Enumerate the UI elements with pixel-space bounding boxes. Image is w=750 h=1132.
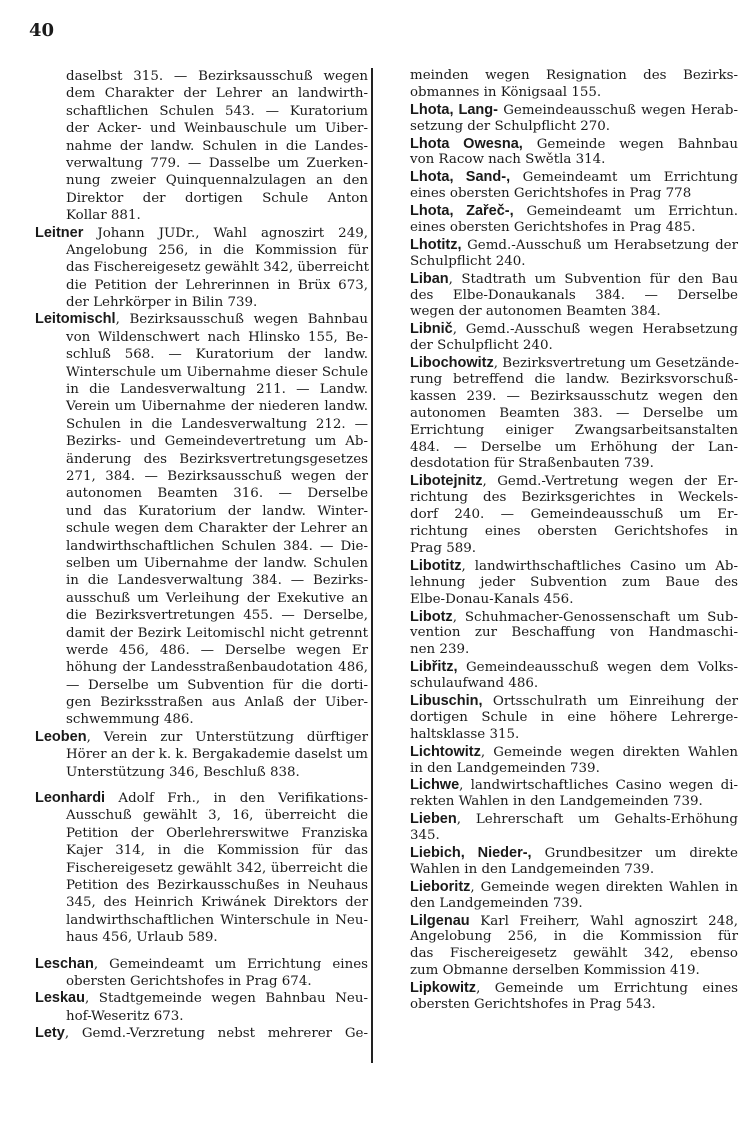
entry-headword: Leskau — [35, 990, 85, 1007]
entry-line — [378, 254, 738, 271]
entry-line — [378, 777, 738, 794]
entry-text: setzung der Schulpflicht 270. — [410, 118, 611, 134]
entry-line — [35, 485, 368, 502]
entry-line — [378, 609, 738, 626]
entry-line — [35, 538, 368, 555]
entry-text: von Racow nach Swětla 314. — [410, 152, 606, 168]
entry-line — [378, 997, 738, 1014]
entry-text: schulaufwand 486. — [410, 676, 539, 692]
entry-line — [378, 744, 738, 761]
entry-text: dem Charakter der Lehrer an landwirth- — [66, 86, 368, 102]
entry-line — [35, 625, 368, 642]
entry-line — [35, 912, 368, 929]
entry-text: richtung des Bezirksgerichtes in Weckels- — [410, 490, 738, 506]
entry-headword: Leitomischl — [35, 311, 116, 328]
entry-line — [35, 398, 368, 415]
entry-line — [378, 406, 738, 423]
entry-line — [35, 1025, 368, 1042]
entry-line — [35, 242, 368, 259]
entry-line — [378, 288, 738, 305]
entry-text: wegen der autonomen Beamten 384. — [410, 304, 661, 320]
entry-text: Winterschule um Uibernahme dieser Schule — [66, 364, 368, 380]
entry-line — [35, 956, 368, 973]
entry-text: Gemeindeamt um Errichtung — [510, 170, 738, 186]
entry-text: , landwirtschaftliches Casino wegen di- — [459, 778, 738, 794]
entry-line — [35, 659, 368, 676]
entry-line — [378, 304, 738, 321]
entry-line — [378, 946, 738, 963]
entry-line — [378, 186, 738, 203]
entry-line — [378, 879, 738, 896]
entry-text: nahme der landw. Schulen in die Landes- — [66, 138, 368, 154]
entry-text: der Schulpflicht 240. — [410, 338, 553, 354]
entry-line — [35, 120, 368, 137]
entry-line — [378, 524, 738, 541]
index-entry — [35, 225, 368, 312]
entry-text: richtung eines obersten Gerichtshofes in — [410, 524, 738, 540]
entry-line — [35, 294, 368, 311]
entry-text: , Bezirksvertretung um Gesetzände- — [493, 356, 739, 372]
entry-headword: Leonhardi — [35, 790, 106, 807]
entry-headword: Libotejnitz — [410, 473, 483, 490]
entry-headword: Lhota, Sand-, — [410, 169, 511, 186]
entry-line — [378, 811, 738, 828]
entry-text: 345. — [410, 828, 440, 844]
entry-text: hof-Weseritz 673. — [66, 1008, 184, 1024]
entry-text: Gemeindeamt um Errichtun. — [513, 204, 738, 220]
entry-line — [35, 1008, 368, 1025]
entry-text: , Schuhmacher-Genossenschaft um Sub- — [452, 609, 738, 625]
entry-line — [35, 677, 368, 694]
entry-line — [35, 973, 368, 990]
index-entry — [35, 1025, 368, 1042]
entry-line — [378, 558, 738, 575]
entry-text: , Bezirksausschuß wegen Bahnbau — [115, 312, 368, 328]
entry-line — [35, 990, 368, 1007]
index-entry — [378, 845, 738, 879]
entry-text: Direktor der dortigen Schule Anton — [66, 190, 368, 206]
entry-line — [35, 416, 368, 433]
entry-text: schule wegen dem Charakter der Lehrer an — [66, 521, 368, 537]
entry-text: Wahlen in den Landgemeinden 739. — [410, 861, 655, 877]
index-entry-continuation — [35, 68, 368, 225]
entry-line — [378, 321, 738, 338]
entry-text: eines obersten Gerichtshofes in Prag 485. — [410, 220, 696, 236]
index-entry — [378, 136, 738, 170]
index-entry — [35, 729, 368, 781]
entry-text: die Bezirksvertretungen 455. — Derselbe, — [66, 608, 368, 624]
entry-line — [378, 271, 738, 288]
entry-line — [35, 364, 368, 381]
entry-line — [35, 433, 368, 450]
entry-line — [35, 138, 368, 155]
entry-text: meinden wegen Resignation des Bezirks- — [410, 68, 738, 83]
entry-text: Elbe-Donau-Kanals 456. — [410, 591, 574, 607]
entry-text: Gemeindeausschuß wegen Herab- — [497, 102, 738, 118]
entry-text: rung betreffend die landw. Bezirksvorschuß- — [410, 372, 738, 388]
entry-text: Kajer 314, in die Kommission für das — [66, 843, 368, 859]
entry-line — [35, 711, 368, 728]
entry-line — [378, 490, 738, 507]
entry-headword: Libotz — [410, 608, 453, 625]
entry-text: Ausschuß gewählt 3, 16, überreicht die — [66, 808, 368, 824]
entry-line — [35, 929, 368, 946]
entry-text: obersten Gerichtshofes in Prag 543. — [410, 996, 656, 1012]
entry-text: haus 456, Urlaub 589. — [66, 930, 218, 946]
entry-text: die Petition der Lehrerinnen in Brüx 673, — [66, 277, 368, 293]
entry-line — [378, 372, 738, 389]
entry-line — [378, 862, 738, 879]
entry-line — [35, 311, 368, 328]
entry-text: zum Obmanne derselben Kommission 419. — [410, 963, 700, 979]
entry-headword: Libochowitz — [410, 355, 494, 372]
entry-text: in die Landesverwaltung 211. — Landw. — [66, 382, 368, 398]
entry-line — [35, 346, 368, 363]
entry-text: , Gemd.-Verzretung nebst mehrerer Ge- — [64, 1026, 368, 1042]
entry-text: , Gemeinde wegen direkten Wahlen — [480, 744, 738, 760]
entry-line — [378, 237, 738, 254]
entry-text: 271, 384. — Bezirksausschuß wegen der — [66, 468, 368, 484]
index-entry — [378, 237, 738, 271]
index-entry — [378, 980, 738, 1014]
entry-line — [35, 642, 368, 659]
entry-text: , Stadtrath um Subvention für den Bau — [448, 271, 738, 287]
entry-text: eines obersten Gerichtshofes in Prag 778 — [410, 186, 692, 202]
entry-line — [378, 473, 738, 490]
index-entry — [378, 169, 738, 203]
entry-line — [378, 119, 738, 136]
entry-headword: Lhota Owesna, — [410, 135, 523, 152]
index-entry — [35, 956, 368, 991]
entry-text: in die Landesverwaltung 384. — Bezirks- — [66, 573, 368, 589]
entry-line — [378, 896, 738, 913]
entry-line — [35, 607, 368, 624]
entry-text: lehnung jeder Subvention zum Baue des — [410, 574, 738, 590]
entry-line — [35, 68, 368, 85]
page-number: 40 — [29, 20, 55, 41]
entry-line — [378, 963, 738, 980]
entry-headword: Libuschin, — [410, 692, 483, 709]
index-entry — [378, 744, 738, 778]
entry-line — [35, 85, 368, 102]
entry-text: autonomen Beamten 316. — Derselbe — [66, 486, 368, 502]
entry-line — [378, 423, 738, 440]
entry-line — [35, 572, 368, 589]
index-entry — [35, 311, 368, 728]
entry-line — [378, 761, 738, 778]
index-entry — [378, 473, 738, 557]
entry-line — [378, 575, 738, 592]
entry-line — [378, 203, 738, 220]
entry-text: das Fischereigesetz gewählt 342, ebenso — [410, 946, 738, 962]
entry-text: haltsklasse 315. — [410, 726, 520, 742]
entry-text: Unterstützung 346, Beschluß 838. — [66, 764, 300, 780]
entry-line — [378, 980, 738, 997]
entry-text: schwemmung 486. — [66, 712, 194, 728]
entry-line — [378, 828, 738, 845]
entry-text: , Gemd.-Vertretung wegen der Er- — [482, 474, 738, 490]
entry-line — [35, 860, 368, 877]
entry-text: selben um Uibernahme der landw. Schulen — [66, 555, 368, 571]
index-entry — [378, 609, 738, 660]
index-entry — [378, 271, 738, 322]
entry-text: der Lehrkörper in Bilin 739. — [66, 295, 258, 311]
entry-text: Verein um Uibernahme der niederen landw. — [66, 399, 368, 415]
entry-text: nen 239. — [410, 642, 470, 658]
entry-text: Angelobung 256, in die Kommission für — [66, 242, 368, 258]
entry-text: verwaltung 779. — Dasselbe um Zuerken- — [66, 155, 368, 171]
entry-text: Gemd.-Ausschuß um Herabsetzung der — [461, 237, 738, 253]
entry-headword: Leitner — [35, 224, 84, 241]
entry-text: kassen 239. — Bezirksausschutz wegen den — [410, 388, 738, 404]
entry-text: Bezirks- und Gemeindevertretung um Ab- — [66, 434, 368, 450]
entry-line — [378, 220, 738, 237]
entry-line — [378, 355, 738, 372]
entry-text: , Lehrerschaft um Gehalts-Erhöhung — [456, 812, 738, 828]
entry-line — [35, 790, 368, 807]
entry-text: der Acker- und Weinbauschule um Uiber- — [66, 121, 368, 137]
entry-line — [35, 172, 368, 189]
entry-line — [35, 746, 368, 763]
entry-line — [378, 456, 738, 473]
entry-text: Ortsschulrath um Einreihung der — [482, 693, 738, 709]
entry-line — [378, 541, 738, 558]
entry-line — [35, 155, 368, 172]
entry-line — [378, 136, 738, 153]
entry-line — [35, 329, 368, 346]
entry-text: damit der Bezirk Leitomischl nicht getrennt — [66, 625, 368, 641]
index-entry — [378, 558, 738, 609]
entry-line — [378, 676, 738, 693]
entry-text: Prag 589. — [410, 540, 477, 556]
entry-text: höhung der Landesstraßenbaudotation 486, — [66, 660, 368, 676]
index-entry — [378, 102, 738, 136]
entry-headword: Leschan — [35, 955, 94, 972]
entry-text: Gemeinde wegen Bahnbau — [522, 136, 738, 152]
entry-line — [35, 555, 368, 572]
entry-text: Petition der Oberlehrerswitwe Franziska — [66, 825, 368, 841]
entry-headword: Lieben — [410, 811, 457, 828]
entry-line — [378, 642, 738, 659]
entry-line — [378, 710, 738, 727]
entry-headword: Lhotitz, — [410, 236, 462, 253]
entry-headword: Liban — [410, 270, 449, 287]
entry-headword: Lipkowitz — [410, 980, 477, 997]
entry-line — [35, 451, 368, 468]
entry-text: gen Bezirksstraßen aus Anlaß der Uiber- — [66, 695, 368, 711]
entry-text: rekten Wahlen in den Landgemeinden 739. — [410, 794, 703, 810]
entry-text: Kollar 881. — [66, 208, 141, 224]
entry-text: ausschuß um Verleihung der Exekutive an — [66, 590, 368, 606]
entry-text: änderung des Bezirksvertretungsgesetzes — [66, 451, 368, 467]
entry-line — [378, 592, 738, 609]
entry-headword: Lichwe — [410, 777, 460, 794]
entry-headword: Lhota, Zařeč-, — [410, 203, 514, 220]
entry-text: Fischereigesetz gewählt 342, überreicht die — [66, 860, 368, 876]
index-entry — [378, 811, 738, 845]
index-entry — [378, 321, 738, 355]
index-entry — [35, 790, 368, 947]
entry-text: , Gemeinde wegen direkten Wahlen in — [470, 879, 738, 895]
entry-line — [378, 929, 738, 946]
right-column — [378, 68, 738, 1014]
entry-line — [35, 503, 368, 520]
entry-text: daselbst 315. — Bezirksausschuß wegen — [66, 69, 368, 84]
entry-line — [35, 825, 368, 842]
entry-line — [35, 381, 368, 398]
entry-line — [378, 102, 738, 119]
index-entry — [35, 990, 368, 1025]
entry-text: , landwirthschaftliches Casino um Ab- — [461, 558, 738, 574]
entry-line — [378, 169, 738, 186]
entry-text: , Verein zur Unterstützung dürftiger — [86, 729, 368, 745]
entry-text: den Landgemeinden 739. — [410, 895, 583, 911]
entry-text: 345, des Heinrich Kriwánek Direktors der — [66, 895, 368, 911]
entry-line — [35, 842, 368, 859]
entry-text: Hörer an der k. k. Bergakademie daselst um — [66, 747, 368, 763]
entry-headword: Liebich, Nieder-, — [410, 844, 532, 861]
entry-text: Schulen in die Landesverwaltung 212. — — [66, 416, 368, 432]
entry-text: und das Kuratorium der landw. Winter- — [66, 503, 368, 519]
entry-text: , Gemeindeamt um Errichtung eines — [93, 956, 368, 972]
entry-headword: Lichtowitz — [410, 743, 481, 760]
entry-text: Errichtung einiger Zwangsarbeitsanstalten — [410, 422, 738, 438]
entry-text: nung zweier Quinquennalzulagen an den — [66, 173, 368, 189]
entry-text: schaftlichen Schulen 543. — Kuratorium — [66, 103, 368, 119]
entry-line — [378, 625, 738, 642]
entry-text: Karl Freiherr, Wahl agnoszirt 248, — [469, 913, 738, 929]
index-entry-continuation — [378, 68, 738, 102]
entry-headword: Lhota, Lang- — [410, 101, 498, 118]
entry-text: Gemeindeausschuß wegen dem Volks- — [457, 660, 738, 676]
entry-line — [35, 590, 368, 607]
entry-text: Petition des Bezirkausschußes in Neuhaus — [66, 877, 368, 893]
entry-line — [378, 507, 738, 524]
entry-text: landwirthschaftlichen Winterschule in Neu- — [66, 912, 368, 928]
entry-headword: Libřitz, — [410, 659, 458, 676]
index-entry — [378, 203, 738, 237]
entry-text: Angelobung 256, in die Kommission für — [410, 929, 738, 945]
entry-line — [35, 225, 368, 242]
entry-text: vention zur Beschaffung von Handmaschi- — [410, 625, 738, 641]
entry-line — [378, 85, 738, 102]
entry-line — [35, 729, 368, 746]
left-column — [35, 68, 368, 1042]
entry-line — [35, 468, 368, 485]
entry-line — [378, 693, 738, 710]
index-entry — [378, 693, 738, 744]
entry-text: das Fischereigesetz gewählt 342, überreicht — [66, 260, 369, 276]
entry-text: autonomen Beamten 383. — Derselbe um — [410, 405, 738, 421]
entry-line — [35, 877, 368, 894]
index-entry — [378, 777, 738, 811]
entry-text: dorf 240. — Gemeindeausschuß um Er- — [410, 507, 738, 523]
entry-headword: Libnič — [410, 321, 453, 338]
entry-text: — Derselbe um Subvention für die dorti- — [66, 677, 368, 693]
entry-headword: Lilgenau — [410, 912, 470, 929]
entry-text: obersten Gerichtshofes in Prag 674. — [66, 973, 312, 989]
entry-text: schluß 568. — Kuratorium der landw. — [66, 347, 368, 363]
entry-line — [35, 764, 368, 781]
entry-line — [35, 259, 368, 276]
entry-text: , Gemeinde um Errichtung eines — [476, 981, 738, 997]
entry-text: desdotation für Straßenbauten 739. — [410, 456, 654, 472]
entry-line — [378, 659, 738, 676]
entry-text: , Stadtgemeinde wegen Bahnbau Neu- — [84, 991, 368, 1007]
entry-text: 484. — Derselbe um Erhöhung der Lan- — [410, 439, 738, 455]
entry-line — [378, 913, 738, 930]
entry-line — [378, 440, 738, 457]
entry-text: obmannes in Königsaal 155. — [410, 84, 602, 100]
index-entry — [378, 879, 738, 913]
entry-text: des Elbe-Donaukanals 384. — Derselbe — [410, 287, 738, 303]
entry-text: werde 456, 486. — Derselbe wegen Er — [66, 642, 368, 658]
entry-text: Johann JUDr., Wahl agnoszirt 249, — [83, 225, 368, 241]
entry-line — [35, 694, 368, 711]
entry-line — [378, 338, 738, 355]
entry-line — [378, 794, 738, 811]
entry-headword: Libotitz — [410, 557, 462, 574]
index-entry — [378, 355, 738, 473]
entry-line — [35, 894, 368, 911]
entry-line — [35, 277, 368, 294]
entry-headword: Leoben — [35, 728, 87, 745]
entry-text: in den Landgemeinden 739. — [410, 760, 600, 776]
entry-line — [378, 845, 738, 862]
column-divider — [371, 68, 373, 1063]
entry-headword: Lety — [35, 1025, 65, 1042]
entry-headword: Lieboritz — [410, 878, 471, 895]
entry-line — [35, 207, 368, 224]
entry-line — [378, 389, 738, 406]
entry-line — [378, 152, 738, 169]
entry-line — [35, 190, 368, 207]
entry-line — [378, 727, 738, 744]
entry-text: Adolf Frh., in den Verifikations- — [105, 791, 368, 807]
index-entry — [378, 913, 738, 981]
entry-line — [35, 103, 368, 120]
entry-line — [35, 807, 368, 824]
entry-text: , Gemd.-Ausschuß wegen Herabsetzung — [452, 322, 738, 338]
entry-line — [378, 68, 738, 85]
entry-text: dortigen Schule in eine höhere Lehrerge- — [410, 709, 738, 725]
entry-text: Schulpflicht 240. — [410, 253, 526, 269]
index-entry — [378, 659, 738, 693]
entry-text: von Wildenschwert nach Hlinsko 155, Be- — [66, 329, 368, 345]
entry-line — [35, 520, 368, 537]
entry-text: Grundbesitzer um direkte — [531, 845, 738, 861]
entry-text: landwirthschaftlichen Schulen 384. — Die- — [66, 538, 368, 554]
